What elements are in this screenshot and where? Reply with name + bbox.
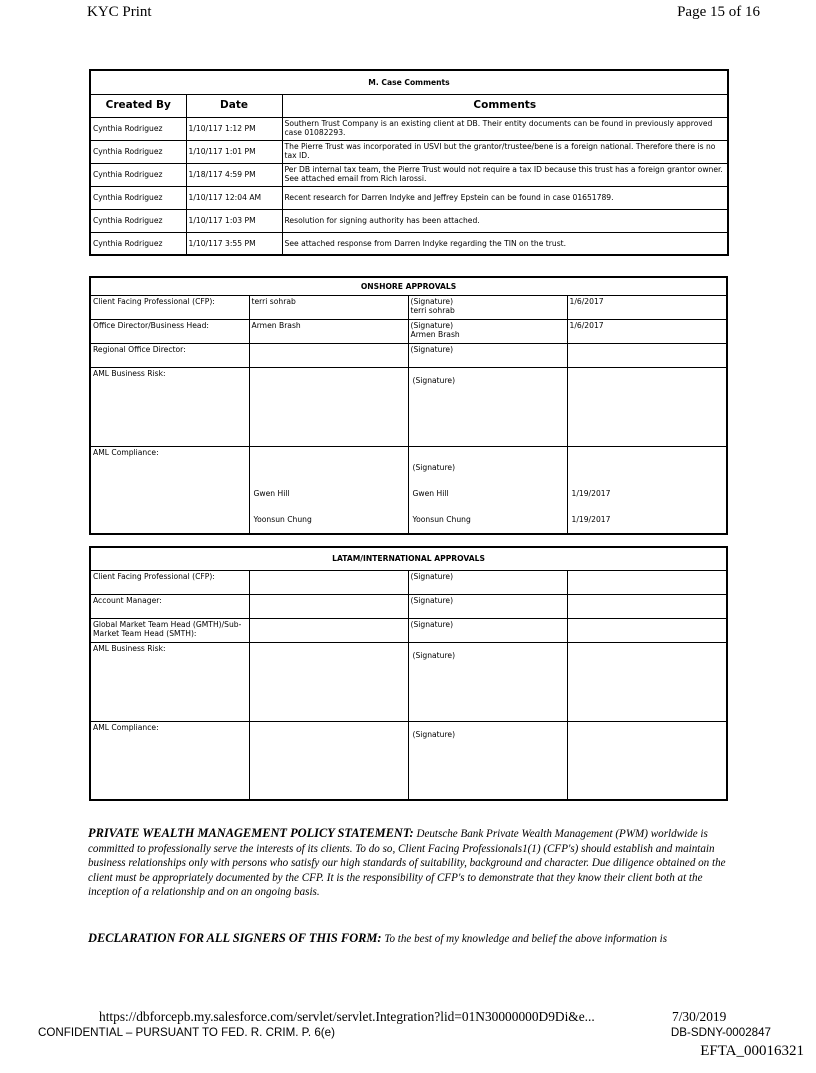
aml-business-risk-name <box>249 367 408 446</box>
comment-cell: Resolution for signing authority has been attached. <box>282 209 728 232</box>
bates-number: DB-SDNY-0002847 <box>670 1026 771 1039</box>
signature-label: (Signature) <box>410 296 454 306</box>
comment-cell: Southern Trust Company is an existing client at DB. Their entity documents can be found in previously approved case 01082293. <box>282 117 728 140</box>
office-director-signature <box>408 319 567 343</box>
aml-business-risk-label: AML Business Risk: <box>90 367 249 446</box>
signature-name: terri sohrab <box>410 305 455 315</box>
comment-cell: Recent research for Darren Indyke and Jeffrey Epstein can be found in case 01651789. <box>282 186 728 209</box>
office-director-label: Office Director/Business Head: <box>90 319 249 343</box>
onshore-title: ONSHORE APPROVALS <box>90 277 727 295</box>
comment-cell: See attached response from Darren Indyke regarding the TIN on the trust. <box>282 232 728 255</box>
header-page-number: Page 15 of 16 <box>677 4 760 20</box>
case-comments-title: M. Case Comments <box>90 70 728 94</box>
column-header-date: Date <box>186 94 282 117</box>
footer-url: https://dbforcepb.my.salesforce.com/servlet/servlet.Integration?lid=01N30000000D9Di&e... <box>99 1009 595 1024</box>
created-by-cell: Cynthia Rodriguez <box>90 209 186 232</box>
regional-director-signature: (Signature) <box>408 343 567 367</box>
created-by-cell: Cynthia Rodriguez <box>90 186 186 209</box>
policy-heading: PRIVATE WEALTH MANAGEMENT POLICY STATEMENT: <box>88 826 414 840</box>
latam-cfp-name <box>249 570 408 594</box>
signature-label: (Signature) <box>412 462 456 472</box>
column-header-created-by: Created By <box>90 94 186 117</box>
table-row <box>90 163 728 186</box>
latam-cfp-label: Client Facing Professional (CFP): <box>90 570 249 594</box>
policy-text: Deutsche Bank Private Wealth Management (PWM) worldwide is committed to professionally serve the interests of its clients. To do so, Client Facing Professionals1(1) (CFP's) should establish and maintain business relationships only with persons who satisfy our high standards of suitability, background and character. Due diligence obtained on the client must be appropriately documented by the CFP. It is the responsibility of CFP's to demonstrate that they know their client both at the inception of a relationship and on an ongoing basis. <box>88 828 726 899</box>
aml-business-risk-date <box>567 367 727 446</box>
comment-cell: Per DB internal tax team, the Pierre Trust would not require a tax ID because this trust has a foreign grantor owner. See attached email from Rich Iarossi. <box>282 163 728 186</box>
signature-label: (Signature) <box>410 320 454 330</box>
approval-date: 1/19/2017 <box>571 514 611 524</box>
latam-aml-business-risk-label: AML Business Risk: <box>90 642 249 721</box>
aml-business-risk-signature: (Signature) <box>408 367 567 446</box>
header-title: KYC Print <box>87 4 152 20</box>
gmth-label: Global Market Team Head (GMTH)/Sub-Market Team Head (SMTH): <box>90 618 249 642</box>
cfp-label: Client Facing Professional (CFP): <box>90 295 249 319</box>
aml-compliance-names <box>249 446 408 534</box>
created-by-cell: Cynthia Rodriguez <box>90 232 186 255</box>
created-by-cell: Cynthia Rodriguez <box>90 140 186 163</box>
date-cell: 1/10/117 1:01 PM <box>186 140 282 163</box>
gmth-date <box>567 618 727 642</box>
declaration-heading: DECLARATION FOR ALL SIGNERS OF THIS FORM: <box>88 931 382 945</box>
created-by-cell: Cynthia Rodriguez <box>90 117 186 140</box>
signature-name: Armen Brash <box>410 329 460 339</box>
account-manager-date <box>567 594 727 618</box>
latam-aml-business-risk-signature: (Signature) <box>408 642 567 721</box>
cfp-date: 1/6/2017 <box>567 295 727 319</box>
account-manager-name <box>249 594 408 618</box>
signature-name: Yoonsun Chung <box>412 514 471 524</box>
onshore-approvals-table <box>89 276 728 535</box>
regional-director-label: Regional Office Director: <box>90 343 249 367</box>
date-cell: 1/10/117 12:04 AM <box>186 186 282 209</box>
regional-director-date <box>567 343 727 367</box>
office-director-name: Armen Brash <box>249 319 408 343</box>
table-row <box>90 232 728 255</box>
account-manager-signature: (Signature) <box>408 594 567 618</box>
aml-compliance-signatures <box>408 446 567 534</box>
approval-date: 1/19/2017 <box>571 488 611 498</box>
policy-statement <box>88 826 730 900</box>
aml-compliance-dates <box>567 446 727 534</box>
latam-aml-compliance-name <box>249 721 408 800</box>
date-cell: 1/10/117 1:12 PM <box>186 117 282 140</box>
office-director-date: 1/6/2017 <box>567 319 727 343</box>
account-manager-label: Account Manager: <box>90 594 249 618</box>
latam-title: LATAM/INTERNATIONAL APPROVALS <box>90 547 727 570</box>
case-comments-table <box>89 69 729 256</box>
latam-cfp-signature: (Signature) <box>408 570 567 594</box>
gmth-name <box>249 618 408 642</box>
date-cell: 1/10/117 3:55 PM <box>186 232 282 255</box>
latam-aml-compliance-date <box>567 721 727 800</box>
footer-print-date: 7/30/2019 <box>672 1009 727 1024</box>
latam-cfp-date <box>567 570 727 594</box>
table-row <box>90 209 728 232</box>
gmth-signature: (Signature) <box>408 618 567 642</box>
cfp-name: terri sohrab <box>249 295 408 319</box>
created-by-cell: Cynthia Rodriguez <box>90 163 186 186</box>
latam-aml-business-risk-name <box>249 642 408 721</box>
approver-name: Gwen Hill <box>253 488 290 498</box>
latam-aml-compliance-signature: (Signature) <box>408 721 567 800</box>
latam-aml-compliance-label: AML Compliance: <box>90 721 249 800</box>
cfp-signature <box>408 295 567 319</box>
date-cell: 1/10/117 1:03 PM <box>186 209 282 232</box>
table-row <box>90 186 728 209</box>
latam-aml-business-risk-date <box>567 642 727 721</box>
latam-approvals-table <box>89 546 728 801</box>
date-cell: 1/18/117 4:59 PM <box>186 163 282 186</box>
declaration <box>88 931 730 947</box>
confidential-notice: CONFIDENTIAL – PURSUANT TO FED. R. CRIM. P. 6(e) <box>38 1026 335 1039</box>
approver-name: Yoonsun Chung <box>253 514 312 524</box>
table-row <box>90 140 728 163</box>
comment-cell: The Pierre Trust was incorporated in USVI but the grantor/trustee/bene is a foreign national. Therefore there is no tax ID. <box>282 140 728 163</box>
regional-director-name <box>249 343 408 367</box>
aml-compliance-label: AML Compliance: <box>90 446 249 534</box>
table-row <box>90 117 728 140</box>
efta-number: EFTA_00016321 <box>700 1043 804 1059</box>
signature-name: Gwen Hill <box>412 488 449 498</box>
declaration-text: To the best of my knowledge and belief the above information is <box>384 933 668 945</box>
column-header-comments: Comments <box>282 94 728 117</box>
